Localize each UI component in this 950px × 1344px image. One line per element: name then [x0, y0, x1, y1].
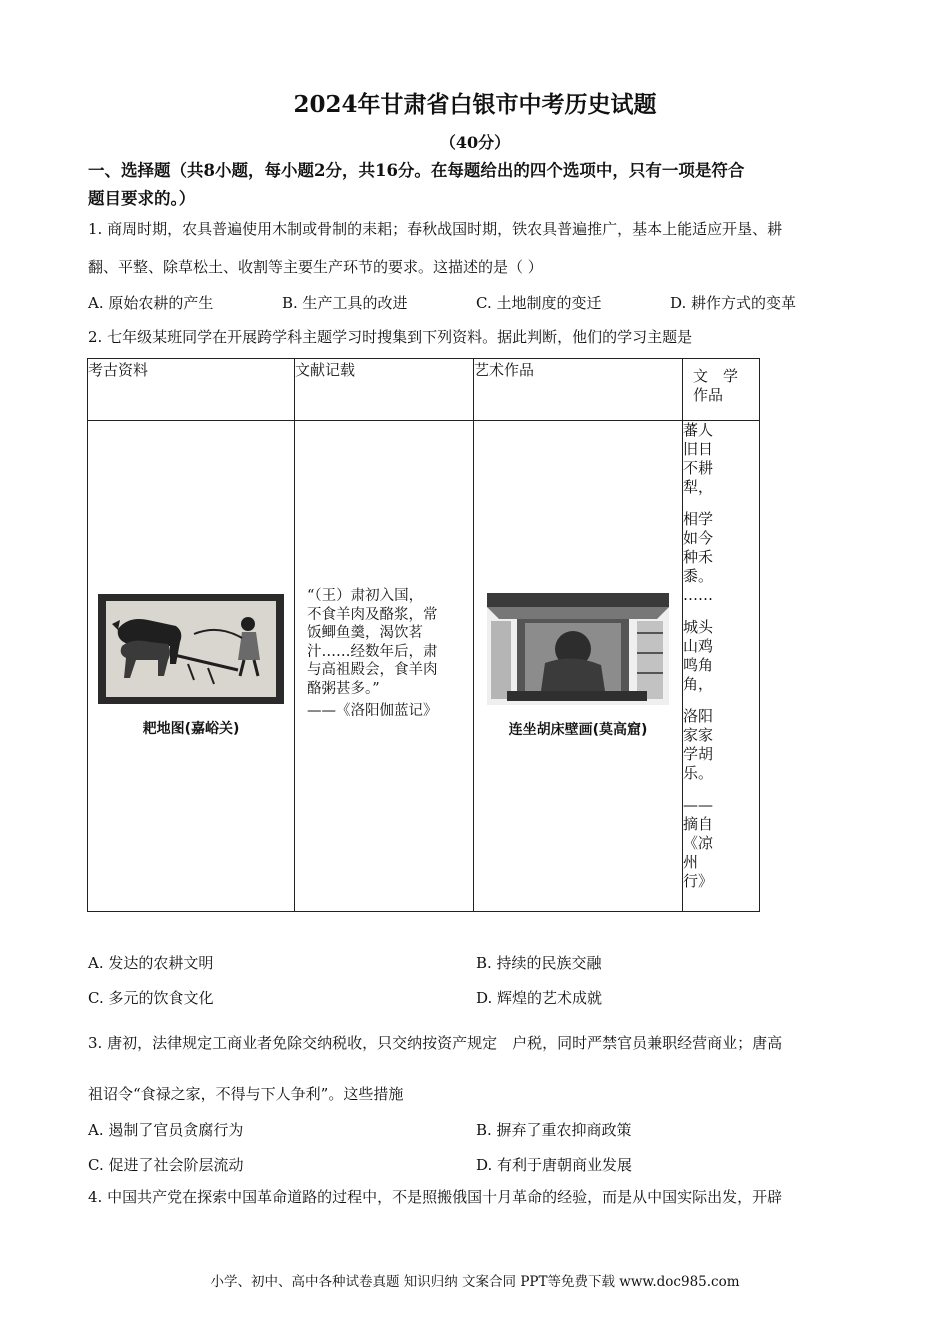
archaeology-caption: 耙地图(嘉峪关): [142, 721, 240, 737]
q2-option-a[interactable]: A. 发达的农耕文明: [88, 954, 214, 972]
q3-option-d[interactable]: D. 有利于唐朝商业发展: [476, 1156, 633, 1174]
q1-stem: 1. 商周时期，农具普遍使用木制或骨制的耒耜；春秋战国时期，铁农具普遍推广，基本上能适应开垦、耕: [88, 220, 783, 238]
cell-documents: “（王）肃初入国， 不食羊肉及酪浆，常 饭鲫鱼羹，渴饮茗 汁……经数年后，肃 与高祖殿会，食羊肉 酪粥甚多。” ——《洛阳伽蓝记》: [295, 421, 474, 912]
q2-stem: 2. 七年级某班同学在开展跨学科主题学习时搜集到下列资料。据此判断，他们的学习主题是: [88, 328, 693, 346]
q3-stem: 3. 唐初，法律规定工商业者免除交纳税收，只交纳按资产规定 户税，同时严禁官员兼职经营商业；唐高: [88, 1034, 783, 1052]
score-note: （40分）: [439, 133, 511, 152]
q1-option-a[interactable]: A. 原始农耕的产生: [88, 294, 214, 312]
q3-option-b[interactable]: B. 摒弃了重农抑商政策: [476, 1121, 632, 1139]
section-heading: 一、选择题（共8小题，每小题2分，共16分。在每题给出的四个选项中，只有一项是符合: [88, 161, 745, 180]
page-footer: 小学、初中、高中各种试卷真题 知识归纳 文案合同 PPT等免费下载 www.doc985.com: [210, 1274, 740, 1290]
page-title: 2024年甘肃省白银市中考历史试题: [293, 91, 657, 118]
q2-option-c[interactable]: C. 多元的饮食文化: [88, 989, 214, 1007]
q2-option-b[interactable]: B. 持续的民族交融: [476, 954, 602, 972]
cell-art: [474, 421, 683, 912]
q3-option-c[interactable]: C. 促进了社会阶层流动: [88, 1156, 244, 1174]
harrowing-mural-image: [98, 594, 284, 704]
hu-bed-mural-image: [487, 593, 669, 705]
cell-archaeology: [88, 421, 295, 912]
q3-stem-cont: 祖诏令“食禄之家，不得与下人争利”。这些措施: [88, 1085, 404, 1103]
q3-option-a[interactable]: A. 遏制了官员贪腐行为: [88, 1121, 244, 1139]
q4-stem: 4. 中国共产党在探索中国革命道路的过程中，不是照搬俄国十月革命的经验，而是从中国实际出发，开辟: [88, 1188, 783, 1206]
q1-option-c[interactable]: C. 土地制度的变迁: [476, 294, 602, 312]
q2-option-d[interactable]: D. 辉煌的艺术成就: [476, 989, 603, 1007]
header-documents: 文献记载: [295, 359, 474, 421]
section-heading-cont: 题目要求的。）: [88, 189, 196, 208]
header-literature: 文 学 作品: [683, 359, 760, 421]
document-source: ——《洛阳伽蓝记》: [307, 703, 438, 720]
art-caption: 连坐胡床壁画(莫高窟): [508, 722, 648, 738]
q1-option-b[interactable]: B. 生产工具的改进: [282, 294, 408, 312]
q2-material-table: [87, 358, 760, 912]
header-art: 艺术作品: [474, 359, 683, 421]
cell-literature-poem: 蕃人 旧日 不耕 犁， 相学 如今 种禾 黍。 …… 城头 山鸡 鸣角 角， 洛阳 家家 学胡 乐。 —— 摘自 《凉 州 行》: [683, 421, 760, 912]
q1-stem-cont: 翻、平整、除草松土、收割等主要生产环节的要求。这描述的是（ ）: [88, 258, 543, 276]
q1-option-d[interactable]: D. 耕作方式的变革: [670, 294, 797, 312]
header-archaeology: 考古资料: [88, 359, 295, 421]
